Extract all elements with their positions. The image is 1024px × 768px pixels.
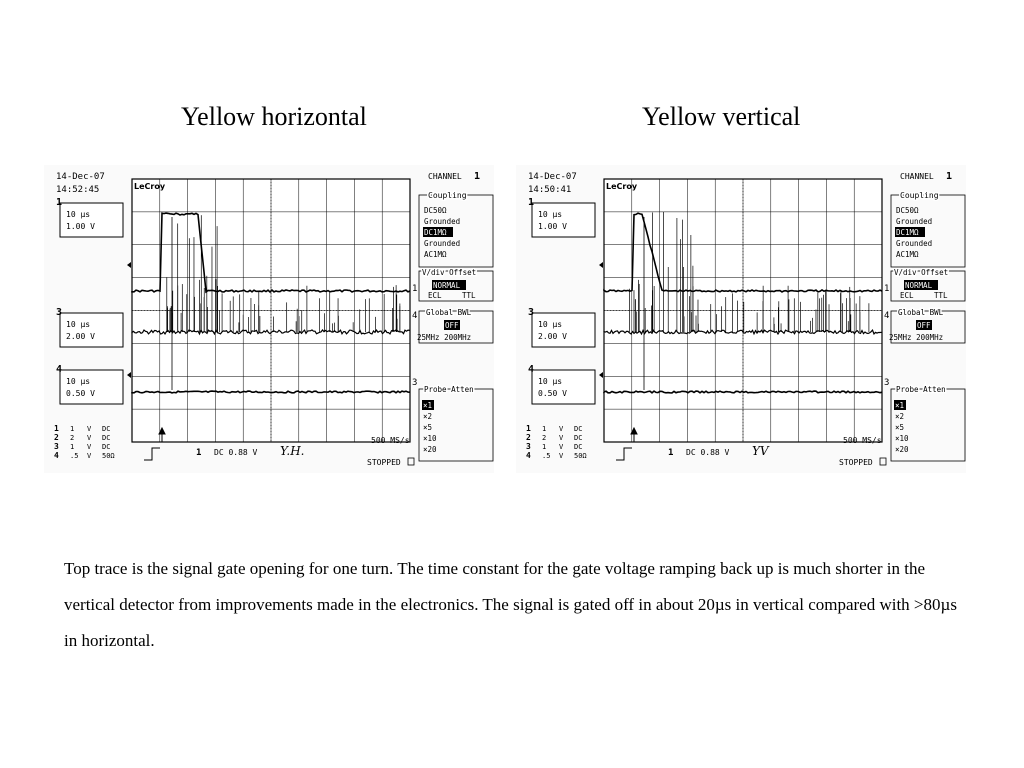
left-marker-arrow [599, 372, 603, 378]
ch-table-num: 2 [526, 433, 531, 442]
trace-info-box[interactable] [60, 203, 123, 237]
probe-option: ×20 [423, 445, 437, 454]
ch-table-unit: V [87, 434, 92, 442]
probe-option: ×1 [895, 401, 905, 410]
menu-channel-number: 1 [946, 171, 953, 182]
acquisition-status: STOPPED [367, 458, 401, 467]
trace-volts: 0.50 V [66, 389, 95, 398]
probe-option: ×1 [423, 401, 433, 410]
trace-number: 1 [528, 197, 535, 208]
trace-marker-right: 1 [412, 284, 418, 294]
coupling-option: DC50Ω [424, 206, 447, 215]
trace-number: 3 [56, 307, 63, 318]
status-indicator [880, 458, 886, 465]
ch-table-scale: 2 [70, 434, 75, 442]
trigger-edge-icon [144, 448, 160, 460]
ch-table-coupling: DC [102, 425, 111, 433]
vdiv-option: ECL [900, 291, 914, 300]
trace-info-box[interactable] [60, 313, 123, 347]
scope-time: 14:52:45 [56, 185, 100, 195]
ch-table-num: 3 [54, 442, 59, 451]
scope-brand-logo: LeCroy [134, 182, 166, 191]
trace-timebase: 10 µs [66, 210, 91, 219]
trigger-level: DC 0.88 V [214, 448, 258, 457]
ch-table-scale: .5 [70, 452, 79, 460]
probe-option: ×20 [895, 445, 909, 454]
coupling-title: Coupling [900, 191, 939, 200]
bwl-title: Global BWL [426, 308, 472, 317]
trace-volts: 1.00 V [66, 222, 95, 231]
ch-table-num: 1 [526, 424, 531, 433]
probe-option: ×5 [895, 423, 905, 432]
vdiv-option: TTL [462, 291, 476, 300]
ch-table-scale: 1 [70, 443, 75, 451]
trace-number: 4 [528, 364, 535, 375]
ch-table-scale: 1 [542, 443, 547, 451]
handwritten-note: YV [752, 444, 769, 458]
ch-table-unit: V [559, 452, 564, 460]
ch-table-scale: 1 [70, 425, 75, 433]
probe-option: ×2 [895, 412, 905, 421]
title-horizontal: Yellow horizontal [181, 102, 367, 131]
bwl-title: Global BWL [898, 308, 944, 317]
ch-table-coupling: DC [102, 443, 111, 451]
ch-table-unit: V [559, 425, 564, 433]
trace-marker-right: 4 [412, 311, 418, 321]
ch-table-coupling: 50Ω [102, 452, 115, 460]
title-vertical: Yellow vertical [642, 102, 801, 131]
probe-option: ×10 [423, 434, 437, 443]
ch-table-unit: V [87, 443, 92, 451]
probe-title: Probe Atten [424, 385, 474, 394]
ch-table-unit: V [559, 434, 564, 442]
bwl-options: 25MHz 200MHz [417, 333, 472, 342]
vdiv-selected: NORMAL [905, 281, 933, 290]
coupling-option: DC1MΩ [424, 228, 447, 237]
trace-volts: 1.00 V [538, 222, 567, 231]
acquisition-status: STOPPED [839, 458, 873, 467]
trace-volts: 0.50 V [538, 389, 567, 398]
trigger-edge-icon [616, 448, 632, 460]
trace-volts: 2.00 V [66, 332, 95, 341]
trigger-channel: 1 [668, 448, 674, 458]
ch-table-num: 2 [54, 433, 59, 442]
trace-marker-right: 1 [884, 284, 890, 294]
trace-info-box[interactable] [532, 203, 595, 237]
ch-table-num: 1 [54, 424, 59, 433]
bwl-options: 25MHz 200MHz [889, 333, 944, 342]
trace-timebase: 10 µs [538, 210, 563, 219]
ch-table-coupling: DC [574, 443, 583, 451]
scope-date: 14-Dec-07 [528, 172, 577, 182]
menu-channel-header: CHANNEL [428, 172, 462, 181]
trace-info-box[interactable] [532, 370, 595, 404]
coupling-option: AC1MΩ [424, 250, 447, 259]
ch-table-coupling: DC [574, 425, 583, 433]
trace-timebase: 10 µs [538, 320, 563, 329]
left-marker-arrow [127, 372, 131, 378]
coupling-title: Coupling [428, 191, 467, 200]
coupling-option: Grounded [424, 217, 461, 226]
trace-timebase: 10 µs [538, 377, 563, 386]
scope-screenshot-horizontal [44, 165, 494, 473]
scope-brand-logo: LeCroy [606, 182, 638, 191]
trace-timebase: 10 µs [66, 377, 91, 386]
trace-number: 1 [56, 197, 63, 208]
left-marker-arrow [127, 262, 131, 268]
trace-number: 4 [56, 364, 63, 375]
bwl-selected: OFF [917, 321, 931, 330]
vdiv-selected: NORMAL [433, 281, 461, 290]
caption-text: Top trace is the signal gate opening for one turn. The time constant for the gate voltage ramping back up is much shorter in the vertical detector from improvements made in the electronics. The signal is gated off in about 20µs in vertical compared with >80µs in horizontal. [64, 559, 957, 650]
coupling-option: DC1MΩ [896, 228, 919, 237]
sample-rate: 500 MS/s [843, 436, 882, 445]
coupling-option: DC50Ω [896, 206, 919, 215]
ch-table-unit: V [87, 452, 92, 460]
left-marker-arrow [599, 262, 603, 268]
probe-option: ×2 [423, 412, 433, 421]
trace-info-box[interactable] [60, 370, 123, 404]
trace-number: 3 [528, 307, 535, 318]
ch-table-scale: 2 [542, 434, 547, 442]
ch-table-coupling: DC [574, 434, 583, 442]
scope-screenshot-vertical [516, 165, 966, 473]
vdiv-title: V/div Offset [422, 268, 477, 277]
trigger-level: DC 0.88 V [686, 448, 730, 457]
trace-volts: 2.00 V [538, 332, 567, 341]
trigger-channel: 1 [196, 448, 202, 458]
ch-table-scale: .5 [542, 452, 551, 460]
ch-table-num: 4 [526, 451, 531, 460]
scope-date: 14-Dec-07 [56, 172, 105, 182]
trace-marker-right: 4 [884, 311, 890, 321]
coupling-option: Grounded [896, 239, 933, 248]
menu-channel-number: 1 [474, 171, 481, 182]
vdiv-option: TTL [934, 291, 948, 300]
ch-table-unit: V [87, 425, 92, 433]
vdiv-option: ECL [428, 291, 442, 300]
scope-time: 14:50:41 [528, 185, 572, 195]
coupling-option: Grounded [896, 217, 933, 226]
trace-marker-right: 3 [884, 378, 890, 388]
coupling-option: AC1MΩ [896, 250, 919, 259]
probe-option: ×5 [423, 423, 433, 432]
bwl-selected: OFF [445, 321, 459, 330]
ch-table-num: 4 [54, 451, 59, 460]
ch-table-coupling: DC [102, 434, 111, 442]
ch-table-unit: V [559, 443, 564, 451]
coupling-option: Grounded [424, 239, 461, 248]
trace-marker-right: 3 [412, 378, 418, 388]
menu-channel-header: CHANNEL [900, 172, 934, 181]
vdiv-title: V/div Offset [894, 268, 949, 277]
handwritten-note: Y.H. [280, 444, 305, 458]
trace-info-box[interactable] [532, 313, 595, 347]
probe-option: ×10 [895, 434, 909, 443]
ch-table-coupling: 50Ω [574, 452, 587, 460]
ch-table-scale: 1 [542, 425, 547, 433]
probe-title: Probe Atten [896, 385, 946, 394]
status-indicator [408, 458, 414, 465]
trace-timebase: 10 µs [66, 320, 91, 329]
ch-table-num: 3 [526, 442, 531, 451]
sample-rate: 500 MS/s [371, 436, 410, 445]
